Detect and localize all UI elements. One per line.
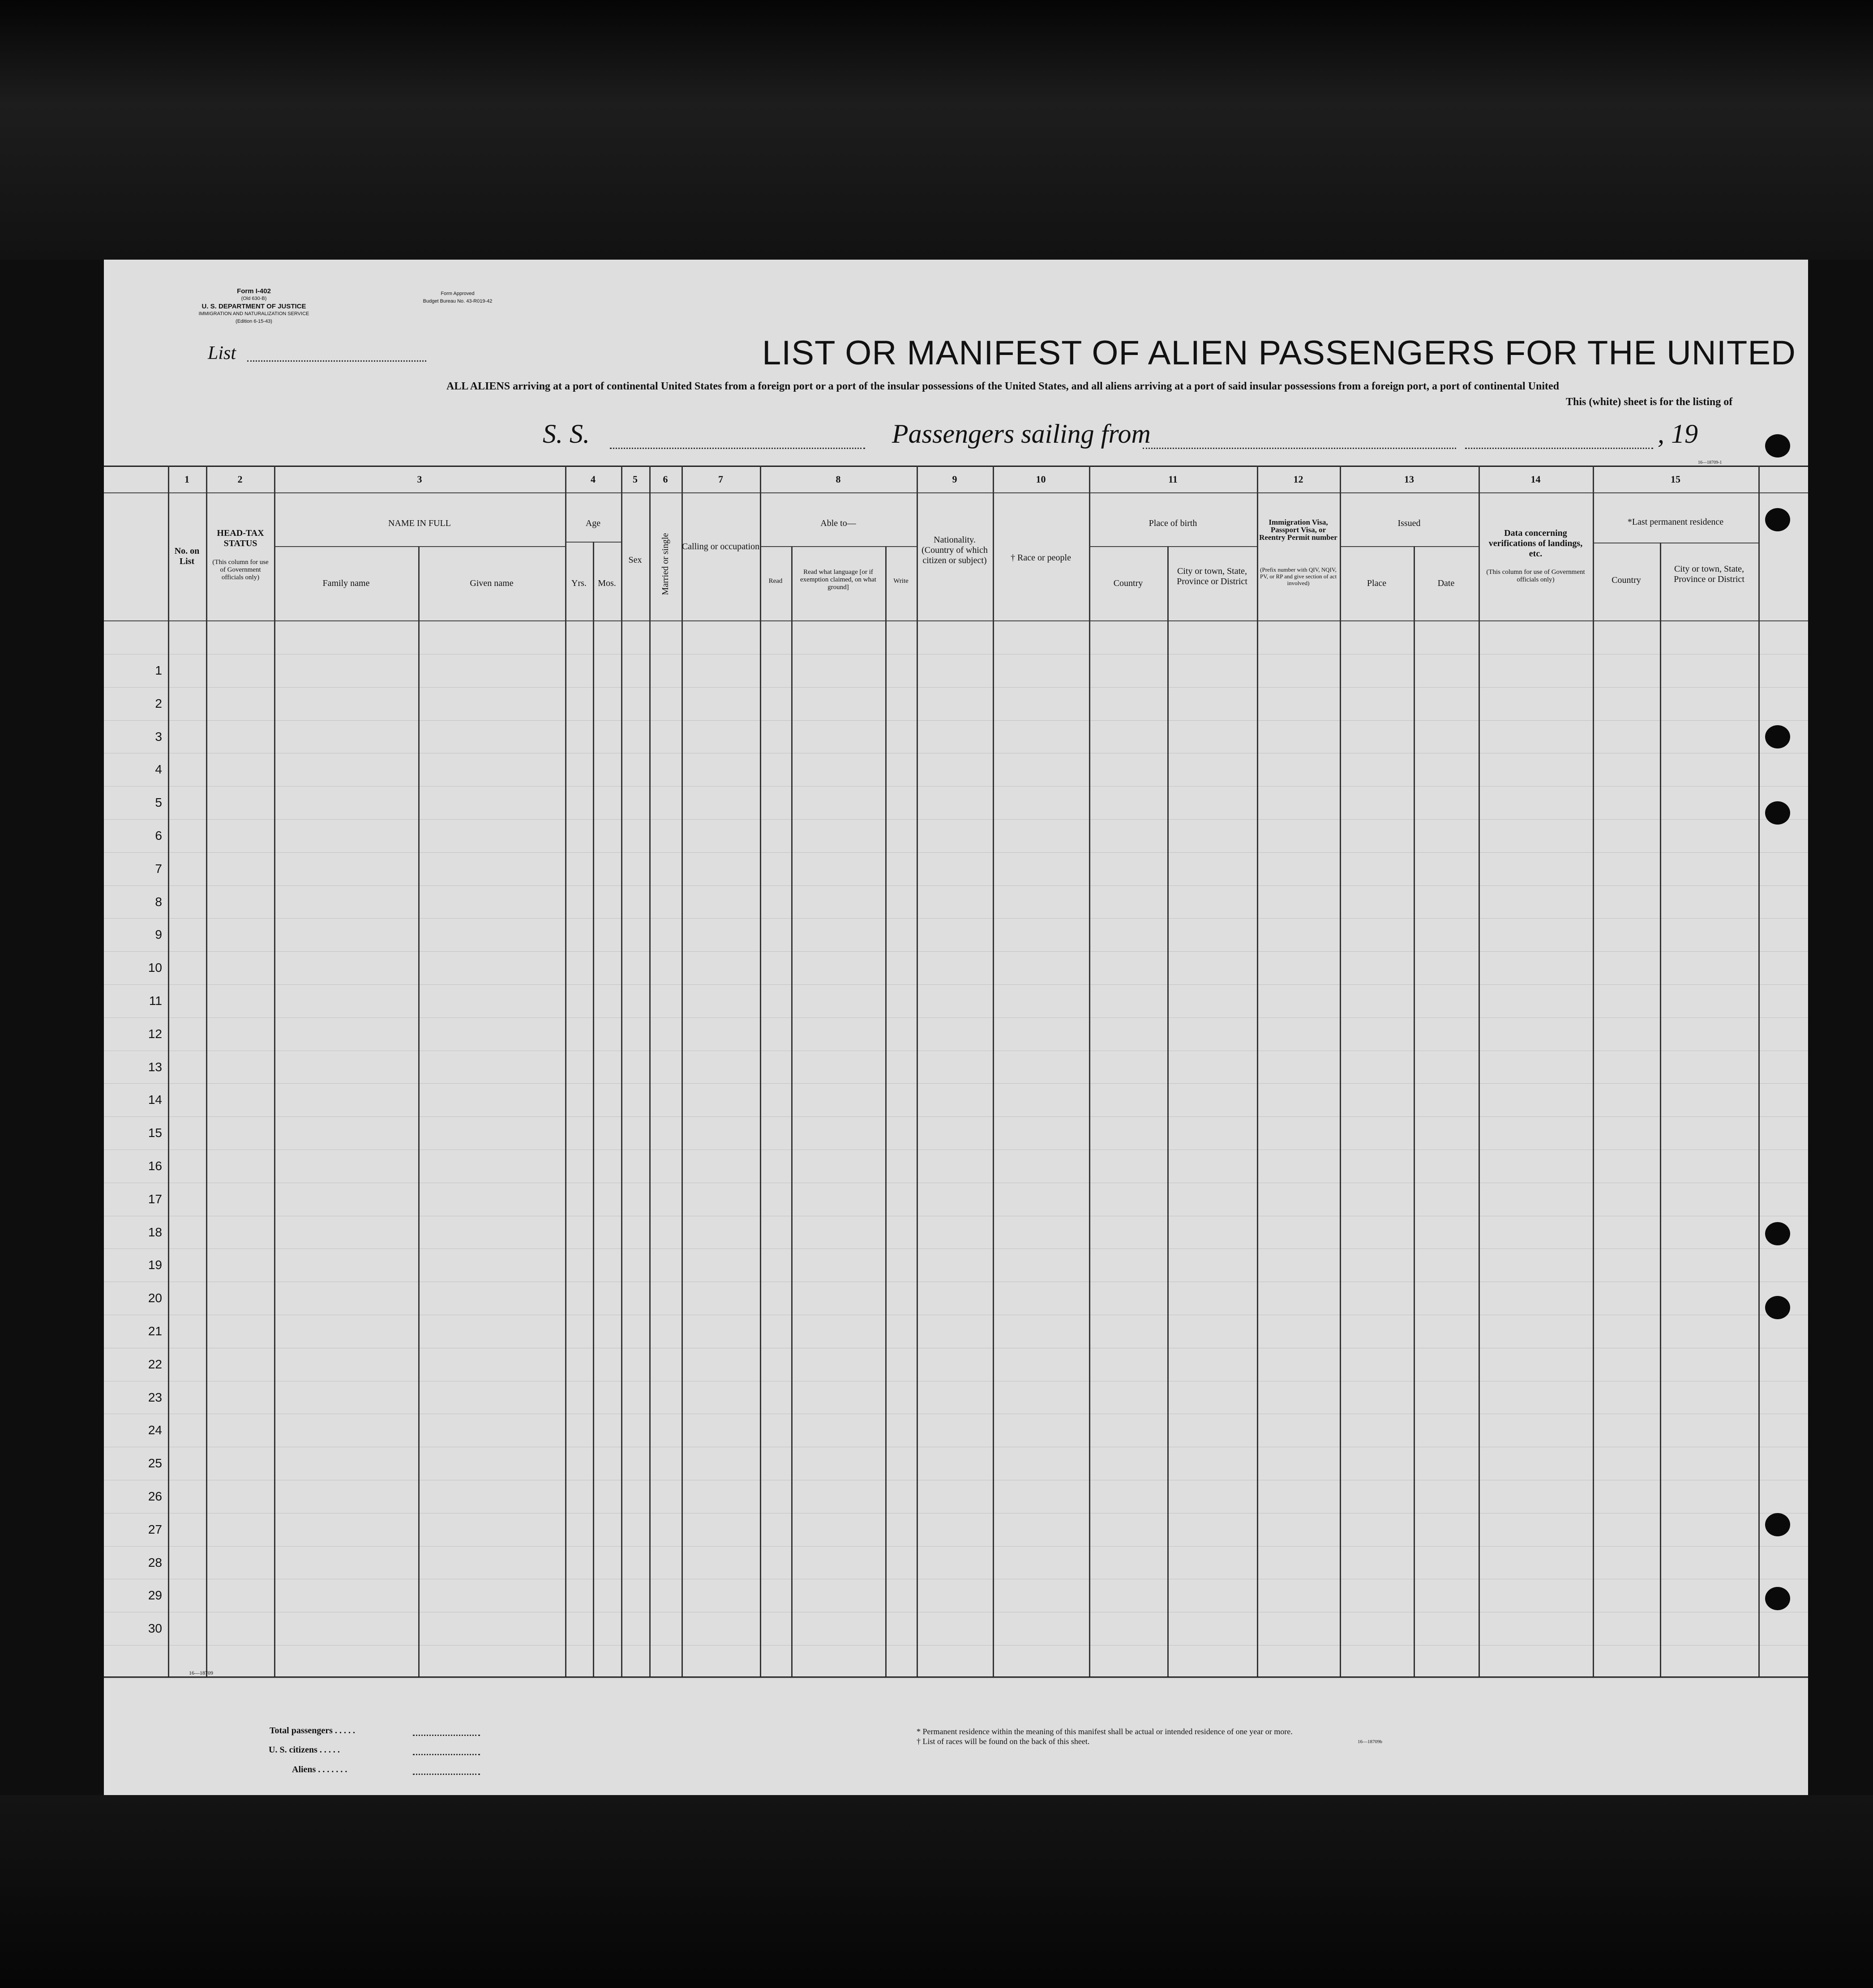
col-line-14 bbox=[1479, 466, 1480, 1676]
row-rule bbox=[104, 918, 1808, 919]
header-landing-data: Data concerning verifications of landings, etc. bbox=[1488, 528, 1583, 559]
sheet-color-note: This (white) sheet is for the listing of bbox=[1566, 396, 1733, 408]
row-number-14: 14 bbox=[148, 1093, 162, 1107]
edition-date: (Edition 6-15-43) bbox=[236, 319, 272, 324]
row-number-21: 21 bbox=[148, 1324, 162, 1338]
col-line-8c bbox=[885, 546, 887, 1676]
col-line-11 bbox=[1089, 466, 1090, 1676]
header-residence-country: Country bbox=[1612, 575, 1641, 585]
col-line-3 bbox=[274, 466, 275, 1676]
header-residence-city: City or town, State, Province or District bbox=[1674, 564, 1744, 584]
row-rule bbox=[104, 720, 1808, 721]
form-approved: Form Approved bbox=[441, 291, 475, 296]
col-line-7 bbox=[681, 466, 683, 1676]
manifest-title: LIST OR MANIFEST OF ALIEN PASSENGERS FOR THE UNITED bbox=[762, 334, 1796, 372]
punch-hole bbox=[1765, 801, 1790, 825]
row-rule bbox=[104, 687, 1808, 688]
row-number-2: 2 bbox=[155, 696, 162, 710]
column-number-5: 5 bbox=[633, 474, 638, 485]
total-passengers-field[interactable] bbox=[413, 1735, 480, 1736]
header-head-tax-note: (This column for use of Government officials only) bbox=[212, 559, 269, 581]
column-number-13: 13 bbox=[1404, 474, 1414, 485]
header-name-in-full: NAME IN FULL bbox=[388, 518, 451, 528]
row-number-12: 12 bbox=[148, 1026, 162, 1041]
col-line-11b bbox=[1167, 546, 1169, 1676]
column-number-7: 7 bbox=[718, 474, 723, 485]
row-rule bbox=[104, 1678, 1808, 1679]
header-write: Write bbox=[893, 577, 909, 585]
col-line-4 bbox=[565, 466, 566, 1676]
punch-hole bbox=[1765, 1296, 1790, 1319]
row-number-7: 7 bbox=[155, 861, 162, 876]
col-line-13 bbox=[1340, 466, 1341, 1676]
header-issued: Issued bbox=[1397, 518, 1421, 528]
table-top-rule bbox=[104, 466, 1808, 467]
header-able-to: Able to— bbox=[820, 518, 856, 528]
header-birth-country: Country bbox=[1113, 578, 1143, 588]
row-number-15: 15 bbox=[148, 1126, 162, 1140]
header-issued-place: Place bbox=[1367, 578, 1387, 588]
punch-hole bbox=[1765, 508, 1790, 531]
header-read: Read bbox=[768, 577, 783, 585]
column-number-8: 8 bbox=[836, 474, 841, 485]
row-rule bbox=[104, 1116, 1808, 1117]
col-line-2 bbox=[206, 466, 207, 1676]
header-age-months: Mos. bbox=[598, 578, 616, 588]
col-line-8b bbox=[791, 546, 793, 1676]
column-number-6: 6 bbox=[663, 474, 668, 485]
row-number-19: 19 bbox=[148, 1258, 162, 1272]
list-label: List bbox=[208, 343, 236, 363]
ss-label: S. S. bbox=[543, 419, 590, 449]
header-head-tax-status: HEAD-TAX STATUS bbox=[217, 528, 264, 548]
col-line-1 bbox=[168, 466, 169, 1676]
row-rule bbox=[104, 951, 1808, 952]
col-line-9 bbox=[917, 466, 918, 1676]
header-last-residence: *Last permanent residence bbox=[1627, 517, 1724, 527]
row-number-1: 1 bbox=[155, 663, 162, 677]
header-married-or-single: Married or single bbox=[660, 533, 670, 595]
old-form-number: (Old 630-B) bbox=[241, 296, 267, 301]
budget-bureau-number: Budget Bureau No. 43-R019-42 bbox=[423, 299, 493, 304]
film-border-top bbox=[0, 0, 1873, 260]
form-number: Form I-402 bbox=[237, 287, 271, 295]
col-line-10 bbox=[993, 466, 994, 1676]
footnote-form-code: 16—18709b bbox=[1358, 1739, 1382, 1744]
col-line-8 bbox=[760, 466, 761, 1676]
row-number-10: 10 bbox=[148, 961, 162, 975]
punch-hole bbox=[1765, 1587, 1790, 1610]
sailing-from-label: Passengers sailing from bbox=[892, 419, 1151, 449]
header-immigration-note: (Prefix number with QIV, NQIV, PV, or RP and give section of act involved) bbox=[1260, 566, 1337, 586]
column-number-rule bbox=[104, 492, 1808, 493]
col-line-6 bbox=[649, 466, 651, 1676]
row-rule bbox=[104, 852, 1808, 853]
form-approval bbox=[390, 290, 525, 305]
row-number-25: 25 bbox=[148, 1456, 162, 1471]
header-issued-date: Date bbox=[1437, 578, 1455, 588]
punch-hole bbox=[1765, 725, 1790, 748]
row-number-24: 24 bbox=[148, 1423, 162, 1437]
row-number-29: 29 bbox=[148, 1588, 162, 1603]
column-number-15: 15 bbox=[1671, 474, 1680, 485]
punch-hole bbox=[1765, 434, 1790, 457]
row-number-5: 5 bbox=[155, 795, 162, 810]
row-rule bbox=[104, 1248, 1808, 1249]
row-number-18: 18 bbox=[148, 1225, 162, 1239]
punch-hole bbox=[1765, 1513, 1790, 1536]
row-number-6: 6 bbox=[155, 829, 162, 842]
header-nationality: Nationality. (Country of which citizen or subject) bbox=[921, 535, 988, 565]
us-citizens-label: U. S. citizens . . . . . bbox=[269, 1745, 340, 1755]
bottom-form-code: 16—18709 bbox=[189, 1670, 213, 1676]
row-rule bbox=[104, 885, 1808, 886]
footnote-residence: * Permanent residence within the meaning of this manifest shall be actual or intended residence of one year or more. bbox=[917, 1727, 1293, 1736]
header-landing-note: (This column for use of Government officials only) bbox=[1486, 569, 1585, 583]
col-line-15b bbox=[1660, 543, 1661, 1676]
column-number-2: 2 bbox=[237, 474, 243, 485]
row-number-9: 9 bbox=[155, 928, 162, 942]
column-number-4: 4 bbox=[591, 474, 596, 485]
aliens-field[interactable] bbox=[413, 1774, 480, 1775]
header-no-on-list: No. on List bbox=[174, 546, 200, 566]
header-given-name: Given name bbox=[470, 578, 514, 588]
able-subheader-rule bbox=[760, 546, 917, 547]
row-number-3: 3 bbox=[155, 729, 162, 744]
form-code: 16—18709-1 bbox=[1698, 460, 1722, 465]
row-number-23: 23 bbox=[148, 1390, 162, 1404]
column-number-1: 1 bbox=[184, 474, 189, 485]
form-identification bbox=[180, 287, 328, 325]
header-read-language: Read what language [or if exemption claimed, on what ground] bbox=[800, 569, 876, 591]
issued-subheader-rule bbox=[1340, 546, 1479, 547]
column-number-10: 10 bbox=[1036, 474, 1046, 485]
table-bottom-rule bbox=[104, 1676, 1808, 1678]
year-label: , 19 bbox=[1658, 419, 1698, 449]
birth-subheader-rule bbox=[1089, 546, 1257, 547]
header-calling: Calling or occupation bbox=[681, 542, 760, 552]
total-passengers-label: Total passengers . . . . . bbox=[270, 1726, 355, 1736]
row-number-28: 28 bbox=[148, 1555, 162, 1569]
name-subheader-rule bbox=[274, 546, 565, 547]
row-rule bbox=[104, 786, 1808, 787]
column-number-11: 11 bbox=[1168, 474, 1178, 485]
header-family-name: Family name bbox=[322, 578, 370, 588]
us-citizens-field[interactable] bbox=[413, 1754, 480, 1755]
col-line-4b bbox=[593, 542, 594, 1676]
header-race-or-people: † Race or people bbox=[1011, 553, 1071, 563]
service-name: IMMIGRATION AND NATURALIZATION SERVICE bbox=[198, 311, 309, 316]
row-number-13: 13 bbox=[148, 1060, 162, 1074]
ship-name-field[interactable] bbox=[610, 448, 865, 449]
date-field[interactable] bbox=[1465, 448, 1653, 449]
row-number-22: 22 bbox=[148, 1357, 162, 1371]
col-line-5 bbox=[621, 466, 622, 1676]
header-age: Age bbox=[585, 518, 601, 528]
row-number-11: 11 bbox=[149, 994, 162, 1008]
row-rule bbox=[104, 1083, 1808, 1084]
row-number-17: 17 bbox=[148, 1192, 162, 1206]
manifest-subtitle: ALL ALIENS arriving at a port of continental United States from a foreign port or a port of the insular possessions of the United States, and all aliens arriving at a port of said insular possessions from a foreign port, a port of continental United bbox=[446, 380, 1559, 392]
port-field[interactable] bbox=[1143, 448, 1456, 449]
row-number-4: 4 bbox=[155, 762, 162, 777]
header-immigration-visa: Immigration Visa, Passport Visa, or Reentry Permit number bbox=[1259, 518, 1337, 542]
row-rule bbox=[104, 984, 1808, 985]
header-bottom-rule bbox=[104, 620, 1808, 621]
row-number-20: 20 bbox=[148, 1291, 162, 1305]
column-number-12: 12 bbox=[1293, 474, 1303, 485]
row-number-16: 16 bbox=[148, 1159, 162, 1173]
row-number-8: 8 bbox=[155, 894, 162, 909]
row-rule bbox=[104, 819, 1808, 820]
film-border-bottom bbox=[0, 1795, 1873, 1988]
row-rule bbox=[104, 1645, 1808, 1646]
col-line-13b bbox=[1414, 546, 1415, 1676]
header-place-of-birth: Place of birth bbox=[1149, 518, 1197, 528]
col-line-16 bbox=[1758, 466, 1760, 1676]
footnote-races: † List of races will be found on the back of this sheet. bbox=[917, 1737, 1090, 1746]
col-line-12 bbox=[1257, 466, 1258, 1676]
column-number-9: 9 bbox=[952, 474, 957, 485]
row-number-27: 27 bbox=[148, 1522, 162, 1536]
column-number-3: 3 bbox=[417, 474, 422, 485]
department-name: U. S. DEPARTMENT OF JUSTICE bbox=[201, 303, 306, 310]
aliens-label: Aliens . . . . . . . bbox=[292, 1765, 347, 1774]
row-number-26: 26 bbox=[148, 1489, 162, 1503]
column-number-14: 14 bbox=[1530, 474, 1541, 485]
punch-hole bbox=[1765, 1222, 1790, 1245]
list-number-field[interactable] bbox=[247, 360, 426, 362]
row-number-30: 30 bbox=[148, 1621, 162, 1636]
manifest-sheet bbox=[104, 260, 1808, 1795]
header-birth-city: City or town, State, Province or District bbox=[1177, 566, 1247, 586]
col-line-15 bbox=[1593, 466, 1594, 1676]
col-line-3b bbox=[418, 546, 420, 1676]
row-rule bbox=[104, 1546, 1808, 1547]
header-sex: Sex bbox=[628, 555, 642, 565]
header-age-years: Yrs. bbox=[571, 578, 587, 588]
